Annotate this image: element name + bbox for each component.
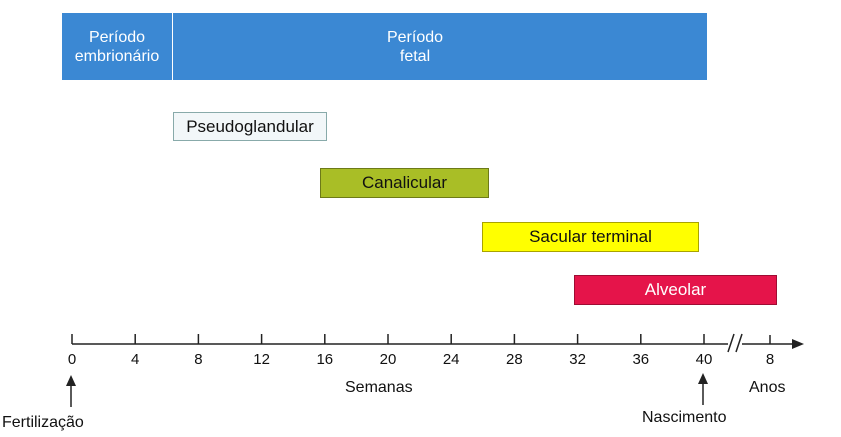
fertilization-label: Fertilização	[2, 414, 84, 431]
embryonic-period-label: Período embrionário	[74, 29, 160, 65]
week-tick-label-20: 20	[379, 351, 397, 368]
week-tick-label-28: 28	[506, 351, 523, 368]
axis-break-stroke-1	[728, 334, 734, 352]
week-tick-label-12: 12	[253, 351, 270, 368]
week-tick-label-8: 8	[194, 351, 203, 368]
years-tick-label: 8	[765, 351, 775, 368]
week-tick-label-40: 40	[695, 351, 713, 368]
stage-alveolar: Alveolar	[574, 275, 777, 305]
week-tick-label-36: 36	[632, 351, 650, 368]
stage-sacular-terminal: Sacular terminal	[482, 222, 699, 252]
week-tick-label-32: 32	[569, 351, 586, 368]
fetal-period-label: Período fetal	[386, 29, 444, 65]
stage-canalicular: Canalicular	[320, 168, 489, 198]
birth-label: Nascimento	[642, 409, 727, 426]
week-tick-label-24: 24	[442, 351, 460, 368]
week-tick-label-0: 0	[67, 351, 77, 368]
stage-pseudoglandular: Pseudoglandular	[173, 112, 327, 141]
years-axis-label: Anos	[749, 379, 786, 396]
fertilization-arrow-head	[66, 375, 76, 386]
week-tick-label-4: 4	[131, 351, 140, 368]
week-tick-label-16: 16	[316, 351, 334, 368]
birth-arrow-head	[698, 373, 708, 384]
axis-break-stroke-2	[736, 334, 742, 352]
axis-arrow-head	[792, 339, 804, 349]
weeks-axis-label: Semanas	[345, 379, 413, 396]
